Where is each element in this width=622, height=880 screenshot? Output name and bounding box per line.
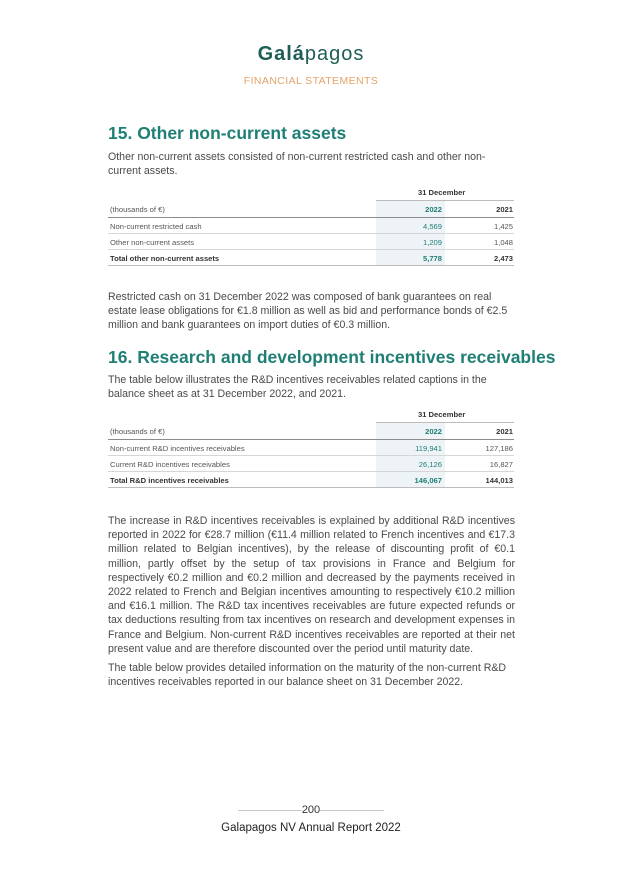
col-2022-header: 2022 (376, 201, 445, 217)
rd-incentives-receivables-table (108, 409, 514, 488)
table-header-row (108, 201, 514, 218)
section-16-title: 16. Research and development incentives receivables (108, 347, 556, 367)
row-value-2021: 1,425 (493, 222, 513, 231)
logo-text-bold: Galá (257, 43, 305, 65)
table-row (108, 456, 514, 472)
unit-label: (thousands of €) (110, 427, 165, 436)
company-logo (0, 42, 622, 66)
section-16-maturity-text: The table below provides detailed information on the maturity of the non-current R&D incentives receivables reported in our balance sheet on 31 December 2022. (108, 662, 507, 689)
section-16-explanation-text: The increase in R&D incentives receivables is explained by additional R&D incentives reported in 2022 for €28.7 million (€11.4 million related to French incentives and €17.3 million related to Belgian incentives), by the release of discounting profit of €0.1 million, partly offset by the setup of tax provisions in France and Belgium for respectively €0.2 million and €0.2 million and decreased by the payments received in 2022 related to French and Belgian incentives amounting to respectively €10.2 million and €16.1 million. The R&D tax incentives receivables are future expected refunds or tax deductions resulting from tax incentives on research and development expenses in France and Belgium. Non-current R&D incentives receivables are reported at their net present value and are therefore discounted over the period until maturity date. (108, 515, 515, 655)
section-15-title: 15. Other non-current assets (108, 123, 347, 143)
row-value-2021: 16,827 (489, 460, 513, 469)
row-value-2022: 119,941 (376, 440, 445, 455)
col-2021-header: 2021 (496, 205, 513, 214)
logo-text-light: pagos (304, 43, 365, 65)
table-row (108, 234, 514, 250)
col-2022-header: 2022 (376, 423, 445, 439)
row-value-2022: 5,778 (376, 250, 445, 265)
row-value-2021: 144,013 (485, 476, 513, 485)
row-value-2021: 2,473 (493, 254, 513, 263)
row-label: Total other non-current assets (110, 254, 220, 263)
row-label: Non-current restricted cash (110, 222, 202, 231)
row-value-2021: 1,048 (493, 238, 513, 247)
table-total-row (108, 250, 514, 266)
row-value-2022: 4,569 (376, 218, 445, 233)
table-row (108, 440, 514, 456)
page-number: 200 (301, 804, 321, 816)
unit-label: (thousands of €) (110, 205, 165, 214)
table-group-header: 31 December (418, 410, 466, 419)
other-non-current-assets-table (108, 187, 514, 266)
row-label: Other non-current assets (110, 238, 194, 247)
row-label: Non-current R&D incentives receivables (110, 444, 245, 453)
table-total-row (108, 472, 514, 488)
row-value-2022: 26,126 (376, 456, 445, 471)
row-label: Total R&D incentives receivables (110, 476, 229, 485)
row-value-2022: 146,067 (376, 472, 445, 487)
section-subtitle: FINANCIAL STATEMENTS (243, 75, 379, 87)
table-header-row (108, 423, 514, 440)
report-title: Galapagos NV Annual Report 2022 (221, 822, 401, 834)
footer-divider-right (320, 810, 384, 811)
row-label: Current R&D incentives receivables (110, 460, 230, 469)
row-value-2022: 1,209 (376, 234, 445, 249)
section-15-restricted-cash-text: Restricted cash on 31 December 2022 was composed of bank guarantees on real estate lease obligations for €1.8 million as well as bid and performance bonds of €2.5 million and bank guarantees on import duties of €0.3 million. (108, 291, 508, 332)
table-row (108, 218, 514, 234)
table-group-header: 31 December (418, 188, 466, 197)
section-16-intro: The table below illustrates the R&D incentives receivables related captions in the balance sheet as at 31 December 2022, and 2021. (108, 374, 487, 401)
col-2021-header: 2021 (496, 427, 513, 436)
section-15-intro: Other non-current assets consisted of non-current restricted cash and other non-current assets. (108, 151, 486, 178)
row-value-2021: 127,186 (485, 444, 513, 453)
